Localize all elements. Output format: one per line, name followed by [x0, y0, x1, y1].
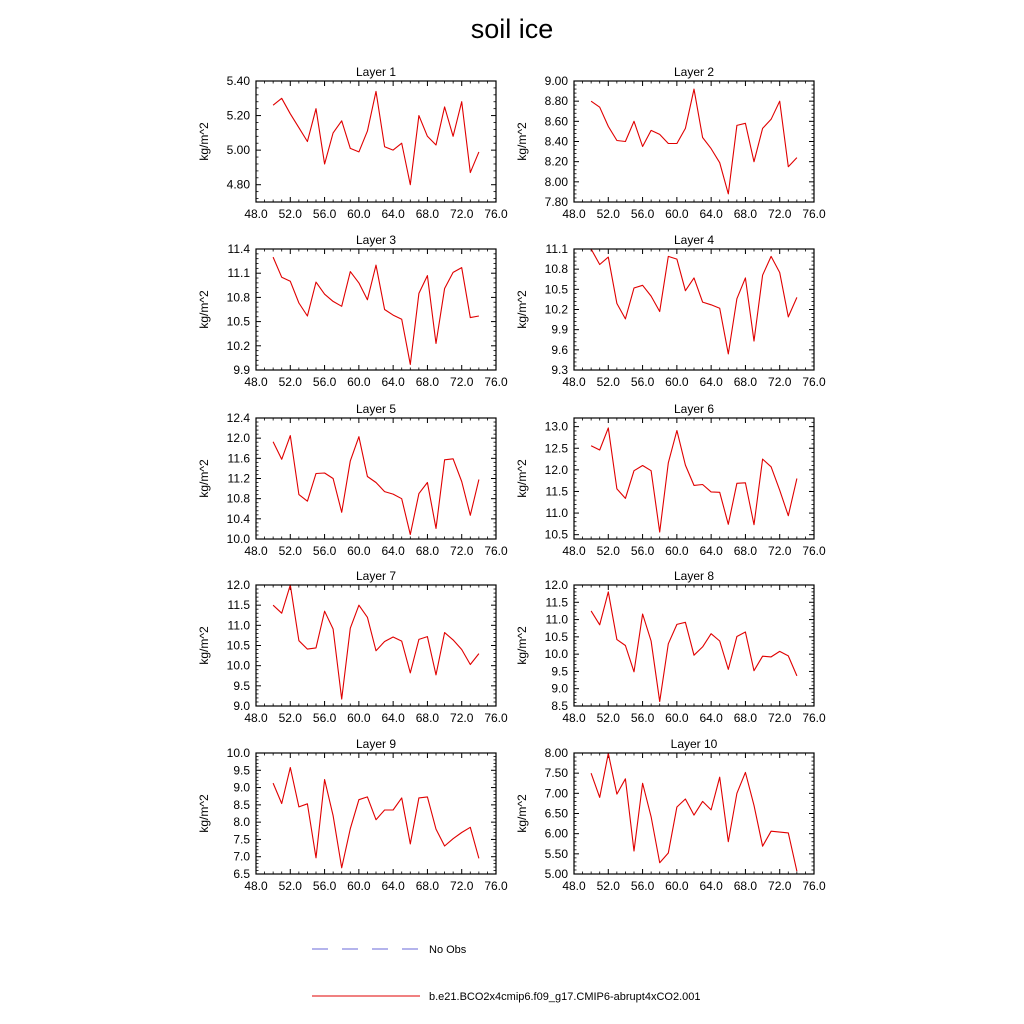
panel-3	[197, 233, 508, 389]
series-line	[273, 436, 479, 535]
series-line	[273, 585, 479, 699]
x-tick-label: 76.0	[484, 544, 508, 558]
x-tick-label: 48.0	[562, 544, 586, 558]
x-tick-label: 56.0	[630, 711, 655, 725]
y-axis-label: kg/m^2	[197, 122, 211, 161]
y-tick-label: 11.1	[227, 266, 250, 281]
plot-frame	[256, 753, 496, 874]
y-tick-label: 12.0	[226, 578, 250, 592]
x-tick-label: 48.0	[562, 375, 586, 389]
x-tick-label: 68.0	[415, 879, 440, 893]
x-tick-label: 72.0	[450, 544, 474, 558]
series-line	[591, 89, 797, 194]
y-tick-label: 11.5	[227, 598, 250, 613]
y-tick-label: 8.20	[544, 154, 568, 169]
y-axis-label: kg/m^2	[515, 626, 529, 665]
x-tick-label: 76.0	[802, 711, 826, 725]
legend-label-1: No Obs	[429, 944, 467, 956]
panel-title: Layer 9	[355, 737, 397, 751]
x-tick-label: 68.0	[415, 207, 440, 221]
x-tick-label: 52.0	[278, 375, 302, 389]
y-axis-label: kg/m^2	[515, 290, 529, 329]
panel-4	[515, 233, 826, 389]
panel-10	[515, 737, 826, 893]
panel-1	[197, 65, 508, 221]
x-tick-label: 68.0	[733, 544, 758, 558]
y-tick-label: 8.00	[544, 174, 568, 189]
y-axis-label: kg/m^2	[515, 459, 529, 498]
x-tick-label: 52.0	[278, 711, 302, 725]
y-axis-label: kg/m^2	[197, 626, 211, 665]
y-tick-label: 10.5	[226, 638, 250, 653]
y-tick-label: 12.0	[544, 462, 568, 477]
y-tick-label: 7.0	[233, 849, 250, 864]
x-tick-label: 64.0	[699, 207, 723, 221]
x-tick-label: 64.0	[381, 544, 405, 558]
panel-2	[515, 65, 826, 221]
y-axis-label: kg/m^2	[197, 290, 211, 329]
y-tick-label: 11.0	[227, 618, 250, 633]
x-tick-label: 60.0	[665, 544, 689, 558]
x-tick-label: 64.0	[381, 207, 405, 221]
y-tick-label: 9.00	[544, 74, 568, 88]
x-tick-label: 56.0	[312, 207, 337, 221]
panel-title: Layer 10	[670, 737, 718, 751]
legend	[312, 944, 701, 1003]
x-tick-label: 56.0	[630, 879, 655, 893]
figure-title: soil ice	[470, 14, 554, 44]
panel-8	[515, 569, 826, 725]
y-axis-label: kg/m^2	[197, 459, 211, 498]
panel-title: Layer 6	[673, 402, 715, 416]
x-tick-label: 68.0	[733, 879, 758, 893]
y-tick-label: 10.8	[544, 262, 568, 277]
x-tick-label: 60.0	[665, 375, 689, 389]
y-tick-label: 10.0	[544, 647, 568, 662]
x-tick-label: 68.0	[415, 544, 440, 558]
y-tick-label: 12.4	[226, 411, 250, 425]
x-tick-label: 76.0	[484, 711, 508, 725]
y-tick-label: 8.80	[544, 94, 568, 109]
y-tick-label: 8.40	[544, 134, 568, 149]
x-tick-label: 52.0	[278, 879, 302, 893]
series-line	[273, 768, 479, 868]
y-tick-label: 9.5	[233, 678, 250, 693]
y-tick-label: 11.1	[545, 242, 568, 256]
y-tick-label: 10.8	[226, 491, 250, 506]
y-tick-label: 11.5	[545, 595, 568, 610]
x-tick-label: 64.0	[699, 544, 723, 558]
x-tick-label: 60.0	[665, 711, 689, 725]
y-tick-label: 6.00	[544, 826, 568, 841]
y-tick-label: 9.0	[551, 681, 568, 696]
x-tick-label: 68.0	[733, 711, 758, 725]
y-tick-label: 9.3	[551, 363, 568, 377]
y-tick-label: 11.5	[545, 484, 568, 499]
x-tick-label: 48.0	[244, 207, 268, 221]
y-tick-label: 10.5	[544, 629, 568, 644]
y-tick-label: 8.5	[551, 699, 568, 713]
y-tick-label: 8.60	[544, 114, 568, 129]
panel-5	[197, 402, 508, 558]
panel-title: Layer 3	[355, 233, 397, 247]
y-tick-label: 5.40	[226, 74, 250, 88]
x-tick-label: 48.0	[244, 711, 268, 725]
y-tick-label: 12.0	[226, 431, 250, 446]
x-tick-label: 56.0	[312, 711, 337, 725]
x-tick-label: 56.0	[630, 207, 655, 221]
plot-frame	[256, 585, 496, 706]
y-tick-label: 8.0	[233, 815, 250, 830]
legend-label-2: b.e21.BCO2x4cmip6.f09_g17.CMIP6-abrupt4xCO2.001	[429, 991, 701, 1003]
x-tick-label: 72.0	[450, 711, 474, 725]
y-tick-label: 5.50	[544, 846, 568, 861]
x-tick-label: 68.0	[733, 207, 758, 221]
y-tick-label: 9.5	[551, 664, 568, 679]
series-line	[591, 428, 797, 532]
x-tick-label: 64.0	[381, 375, 405, 389]
x-tick-label: 68.0	[415, 375, 440, 389]
x-tick-label: 48.0	[244, 879, 268, 893]
y-tick-label: 7.5	[233, 832, 250, 847]
x-tick-label: 56.0	[312, 544, 337, 558]
series-line	[273, 257, 479, 364]
panel-title: Layer 4	[673, 233, 715, 247]
x-tick-label: 76.0	[484, 879, 508, 893]
y-tick-label: 11.0	[545, 506, 568, 521]
y-axis-label: kg/m^2	[515, 122, 529, 161]
y-tick-label: 11.2	[227, 471, 250, 486]
x-tick-label: 48.0	[562, 207, 586, 221]
plot-frame	[574, 81, 814, 202]
series-line	[273, 91, 479, 184]
x-tick-label: 52.0	[596, 375, 620, 389]
x-tick-label: 76.0	[802, 879, 826, 893]
y-tick-label: 10.0	[226, 746, 250, 760]
x-tick-label: 60.0	[347, 879, 371, 893]
y-axis-label: kg/m^2	[515, 794, 529, 833]
y-tick-label: 6.5	[233, 867, 250, 881]
y-tick-label: 7.80	[544, 195, 568, 209]
x-tick-label: 76.0	[802, 375, 826, 389]
x-tick-label: 48.0	[244, 375, 268, 389]
y-tick-label: 9.0	[233, 699, 250, 713]
y-tick-label: 10.2	[544, 302, 568, 317]
y-tick-label: 12.0	[544, 578, 568, 592]
x-tick-label: 64.0	[381, 879, 405, 893]
series-line	[591, 753, 797, 871]
x-tick-label: 76.0	[802, 544, 826, 558]
x-tick-label: 60.0	[665, 879, 689, 893]
plot-frame	[574, 753, 814, 874]
y-tick-label: 13.0	[544, 419, 568, 434]
y-tick-label: 10.0	[226, 532, 250, 546]
y-tick-label: 8.00	[544, 746, 568, 760]
y-tick-label: 11.0	[545, 612, 568, 627]
y-tick-label: 10.0	[226, 658, 250, 673]
x-tick-label: 72.0	[768, 879, 792, 893]
x-tick-label: 76.0	[484, 207, 508, 221]
x-tick-label: 52.0	[596, 207, 620, 221]
series-line	[591, 592, 797, 702]
panel-title: Layer 8	[673, 569, 715, 583]
y-tick-label: 5.00	[226, 143, 250, 158]
y-tick-label: 11.6	[227, 451, 250, 466]
x-tick-label: 72.0	[768, 207, 792, 221]
y-tick-label: 10.4	[226, 511, 250, 526]
panel-title: Layer 7	[355, 569, 397, 583]
x-tick-label: 52.0	[596, 711, 620, 725]
x-tick-label: 64.0	[699, 711, 723, 725]
x-tick-label: 56.0	[630, 375, 655, 389]
x-tick-label: 72.0	[768, 375, 792, 389]
x-tick-label: 56.0	[312, 375, 337, 389]
x-tick-label: 52.0	[278, 544, 302, 558]
y-tick-label: 10.5	[226, 314, 250, 329]
x-tick-label: 56.0	[630, 544, 655, 558]
y-tick-label: 11.4	[227, 242, 250, 256]
x-tick-label: 52.0	[596, 879, 620, 893]
panel-6	[515, 402, 826, 558]
y-tick-label: 10.5	[544, 527, 568, 542]
y-tick-label: 10.5	[544, 282, 568, 297]
plot-frame	[256, 81, 496, 202]
panel-7	[197, 569, 508, 725]
panel-title: Layer 1	[355, 65, 397, 79]
y-tick-label: 5.00	[544, 867, 568, 881]
x-tick-label: 60.0	[347, 207, 371, 221]
y-tick-label: 12.5	[544, 441, 568, 456]
x-tick-label: 72.0	[768, 711, 792, 725]
y-tick-label: 9.9	[233, 363, 250, 377]
x-tick-label: 64.0	[699, 375, 723, 389]
y-tick-label: 4.80	[226, 177, 250, 192]
y-tick-label: 10.2	[226, 338, 250, 353]
x-tick-label: 56.0	[312, 879, 337, 893]
x-tick-label: 60.0	[347, 711, 371, 725]
x-tick-label: 72.0	[450, 207, 474, 221]
x-tick-label: 72.0	[450, 375, 474, 389]
x-tick-label: 76.0	[802, 207, 826, 221]
x-tick-label: 76.0	[484, 375, 508, 389]
y-tick-label: 8.5	[233, 797, 250, 812]
x-tick-label: 72.0	[450, 879, 474, 893]
x-tick-label: 64.0	[699, 879, 723, 893]
x-tick-label: 68.0	[415, 711, 440, 725]
x-tick-label: 52.0	[596, 544, 620, 558]
x-tick-label: 60.0	[347, 544, 371, 558]
y-tick-label: 7.50	[544, 766, 568, 781]
panel-title: Layer 5	[355, 402, 397, 416]
x-tick-label: 48.0	[562, 879, 586, 893]
y-tick-label: 9.6	[551, 342, 568, 357]
y-tick-label: 9.5	[233, 763, 250, 778]
x-tick-label: 60.0	[665, 207, 689, 221]
y-tick-label: 9.9	[551, 322, 568, 337]
x-tick-label: 60.0	[347, 375, 371, 389]
x-tick-label: 68.0	[733, 375, 758, 389]
y-tick-label: 10.8	[226, 290, 250, 305]
x-tick-label: 48.0	[244, 544, 268, 558]
y-tick-label: 9.0	[233, 780, 250, 795]
series-line	[591, 249, 797, 354]
panel-9	[197, 737, 508, 893]
y-tick-label: 5.20	[226, 108, 250, 123]
y-axis-label: kg/m^2	[197, 794, 211, 833]
x-tick-label: 48.0	[562, 711, 586, 725]
x-tick-label: 52.0	[278, 207, 302, 221]
x-tick-label: 72.0	[768, 544, 792, 558]
y-tick-label: 7.00	[544, 786, 568, 801]
panel-title: Layer 2	[673, 65, 715, 79]
x-tick-label: 64.0	[381, 711, 405, 725]
y-tick-label: 6.50	[544, 806, 568, 821]
